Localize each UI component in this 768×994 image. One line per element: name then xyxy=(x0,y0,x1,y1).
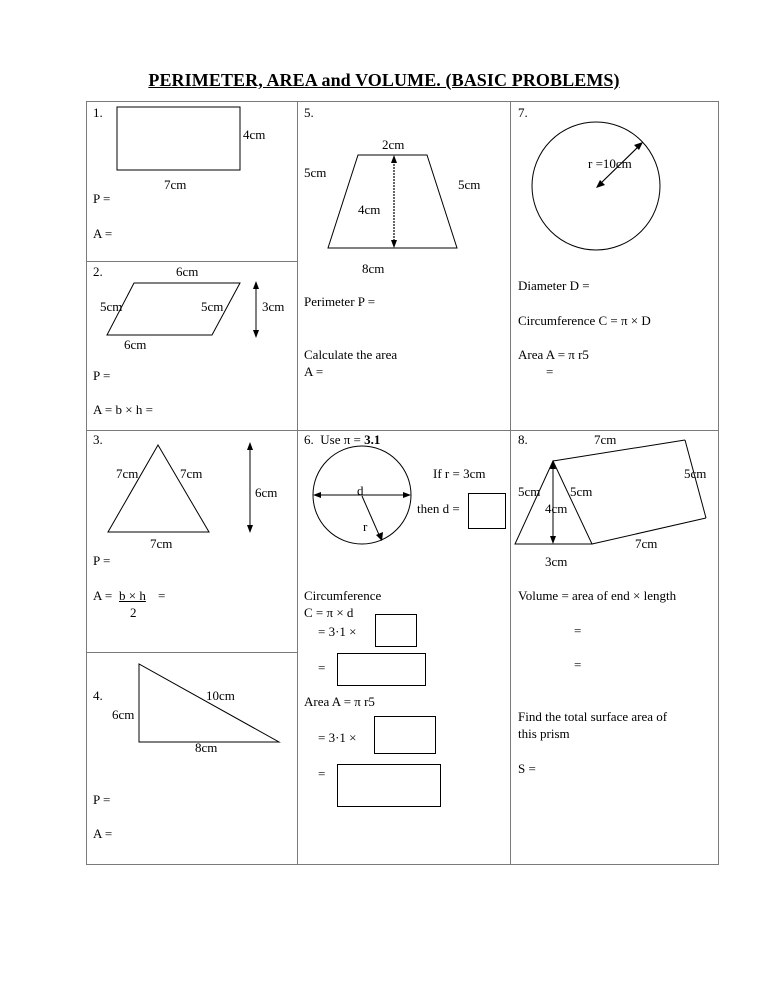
problem-8-top-label: 7cm xyxy=(594,432,617,447)
problem-7-radius-label: r =10cm xyxy=(588,156,632,171)
problem-8-mid-label: 5cm xyxy=(570,484,593,499)
problem-4-number: 4. xyxy=(93,688,103,703)
problem-8-surface-line-2: this prism xyxy=(518,726,570,741)
problem-8-left-label: 5cm xyxy=(518,484,541,499)
problem-6-pi-value: 3.1 xyxy=(364,432,381,447)
problem-5-area: A = xyxy=(304,364,324,379)
problem-2-top-label: 6cm xyxy=(176,264,199,279)
problem-6-area-formula: Area A = π r5 xyxy=(304,694,375,709)
problem-8-volume: Volume = area of end × length xyxy=(518,588,677,603)
problem-2-height-label: 3cm xyxy=(262,299,285,314)
problem-4-hypotenuse-label: 10cm xyxy=(206,688,235,703)
problem-6-then-diameter: then d = xyxy=(417,501,460,516)
problem-5-height-label: 4cm xyxy=(358,202,381,217)
problem-2-left-label: 5cm xyxy=(100,299,123,314)
problem-6-if-radius: If r = 3cm xyxy=(433,466,486,481)
problem-4-area: A = xyxy=(93,826,113,841)
problem-2-bottom-label: 6cm xyxy=(124,337,147,352)
problem-8-surface-answer: S = xyxy=(518,761,536,776)
problem-6-circumference-equals: = xyxy=(318,660,326,675)
problem-8-bottom-right-label: 7cm xyxy=(635,536,658,551)
problem-8-volume-step-2: = xyxy=(574,657,582,672)
page-title: PERIMETER, AREA and VOLUME. (BASIC PROBLEMS) xyxy=(148,70,620,90)
problem-6-area-equals: = xyxy=(318,766,326,781)
problem-1-area: A = xyxy=(93,226,113,241)
problem-4-perimeter: P = xyxy=(93,792,111,807)
problem-8-number: 8. xyxy=(518,432,528,447)
problem-6-circumference: Circumference xyxy=(304,588,382,603)
problem-3-area-numerator: b × h xyxy=(119,588,146,603)
problem-8-height-label: 4cm xyxy=(545,501,568,516)
problem-6-circumference-step: = 3·1 × xyxy=(318,624,357,639)
problem-5-area-question: Calculate the area xyxy=(304,347,398,362)
problem-1-perimeter: P = xyxy=(93,191,111,206)
problem-6-use-pi: Use π = xyxy=(320,432,361,447)
problem-6-diameter-label: d xyxy=(357,483,364,498)
problem-8-right-label: 5cm xyxy=(684,466,707,481)
problem-5-bottom-label: 8cm xyxy=(362,261,385,276)
problem-2-perimeter: P = xyxy=(93,368,111,383)
problem-7-circumference: Circumference C = π × D xyxy=(518,313,651,328)
problem-5-left-label: 5cm xyxy=(304,165,327,180)
problem-7-diameter: Diameter D = xyxy=(518,278,590,293)
problem-3-perimeter: P = xyxy=(93,553,111,568)
problem-3-area-denominator: 2 xyxy=(130,605,137,620)
problem-3-right-label: 7cm xyxy=(180,466,203,481)
problem-7-number: 7. xyxy=(518,105,528,120)
problem-3-left-label: 7cm xyxy=(116,466,139,481)
problem-3-area-equals: = xyxy=(158,588,166,603)
problem-5-right-label: 5cm xyxy=(458,177,481,192)
problem-3-area-prefix: A = xyxy=(93,588,113,603)
problem-5-perimeter: Perimeter P = xyxy=(304,294,376,309)
problem-2-number: 2. xyxy=(93,264,103,279)
problem-8-bottom-label: 3cm xyxy=(545,554,568,569)
problem-1-side-label: 4cm xyxy=(243,127,266,142)
problem-4-side-label: 6cm xyxy=(112,707,135,722)
problem-6-radius-label: r xyxy=(363,519,368,534)
problem-2-right-label: 5cm xyxy=(201,299,224,314)
problem-4-bottom-label: 8cm xyxy=(195,740,218,755)
problem-3-height-label: 6cm xyxy=(255,485,278,500)
problem-8-surface-line-1: Find the total surface area of xyxy=(518,709,668,724)
problem-8-volume-step-1: = xyxy=(574,623,582,638)
problem-3-bottom-label: 7cm xyxy=(150,536,173,551)
problem-7-area-equals: = xyxy=(546,364,554,379)
problem-6-circumference-formula: C = π × d xyxy=(304,605,354,620)
problem-6-area-step: = 3·1 × xyxy=(318,730,357,745)
problem-2-area: A = b × h = xyxy=(93,402,153,417)
problem-5-number: 5. xyxy=(304,105,314,120)
problem-7-area: Area A = π r5 xyxy=(518,347,589,362)
problem-3-number: 3. xyxy=(93,432,103,447)
problem-1-bottom-label: 7cm xyxy=(164,177,187,192)
problem-1-number: 1. xyxy=(93,105,103,120)
problem-6-number: 6. xyxy=(304,432,314,447)
problem-5-top-label: 2cm xyxy=(382,137,405,152)
